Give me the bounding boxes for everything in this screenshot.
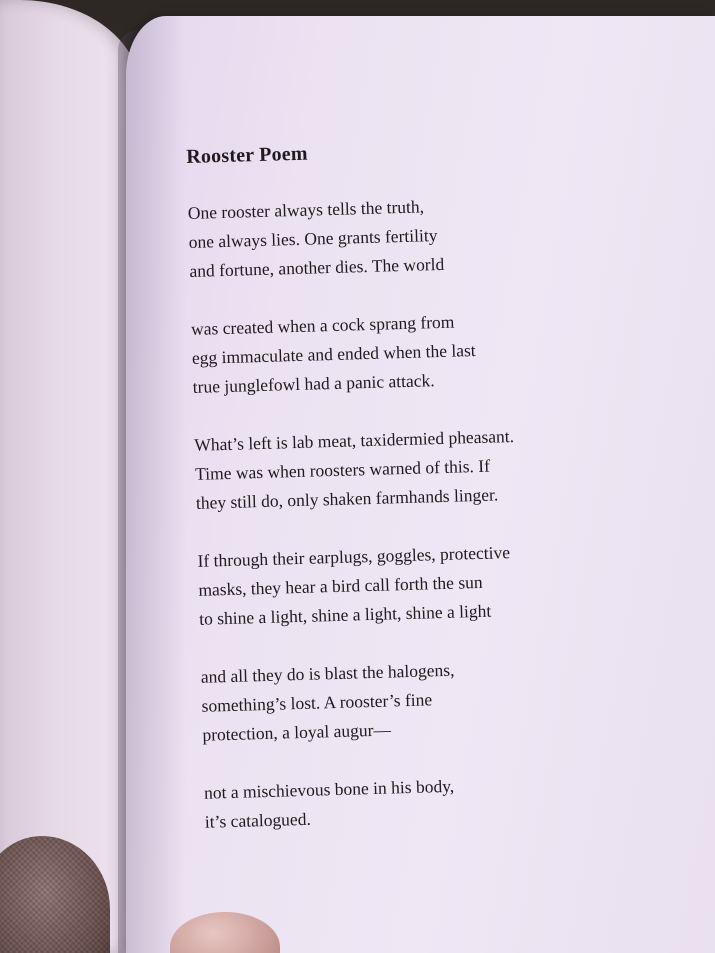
stanza <box>197 534 659 634</box>
poem-line: egg immaculate and ended when the last <box>191 339 476 368</box>
stanza <box>194 418 656 518</box>
poem-title: Rooster Poem <box>186 142 309 168</box>
stanza <box>200 650 662 750</box>
stanza <box>191 302 653 402</box>
poem-line: true junglefowl had a panic attack. <box>192 370 435 397</box>
poem-line: What’s left is lab meat, taxidermied pheasant. <box>194 425 515 455</box>
poem-line: Time was when roosters warned of this. If <box>194 455 491 484</box>
poem-line: masks, they hear a bird call forth the sun <box>198 571 483 600</box>
poem-line: they still do, only shaken farmhands linger. <box>195 484 499 513</box>
poem <box>186 133 666 866</box>
poem-line: If through their earplugs, goggles, protective <box>197 542 511 571</box>
poem-line: it’s catalogued. <box>204 808 312 832</box>
poem-line: One rooster always tells the truth, <box>187 196 425 223</box>
poem-line: one always lies. One grants fertility <box>188 225 438 252</box>
poem-line: not a mischievous bone in his body, <box>203 775 455 803</box>
poem-line: was created when a cock sprang from <box>190 311 455 339</box>
poem-line: something’s lost. A rooster’s fine <box>201 689 433 716</box>
right-page <box>126 16 715 953</box>
poem-line: to shine a light, shine a light, shine a light <box>198 600 492 629</box>
poem-line: and all they do is blast the halogens, <box>200 659 455 687</box>
stanza <box>204 766 665 837</box>
poem-line: and fortune, another dies. The world <box>189 253 445 281</box>
poem-line: protection, a loyal augur— <box>202 719 392 745</box>
stanza <box>187 186 649 286</box>
